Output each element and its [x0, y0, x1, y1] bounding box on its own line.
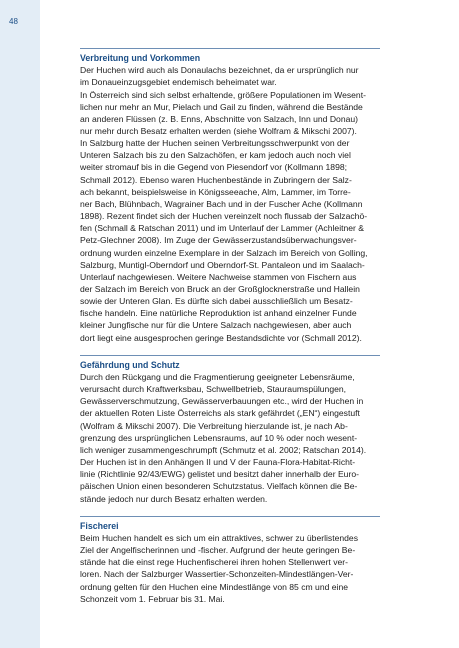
main-content	[80, 48, 380, 616]
section-fischerei	[80, 516, 380, 605]
page-number: 48	[9, 17, 18, 26]
section-gefaehrdung	[80, 355, 380, 505]
section-title: Verbreitung und Vorkommen	[80, 53, 201, 63]
paragraph: Der Huchen wird auch als Donaulachs bezeichnet, da er ursprünglich nur im Donaueinzugsgebiet endemisch beheimatet war.	[80, 65, 359, 88]
paragraph: Durch den Rückgang und die Fragmentierung geeigneter Lebensräume, verursacht durch Kraftwerksbau, Schwellbetrieb, Stauraumspülungen, Gewässerverschmutzung, Gewässerverbauungen etc., wird der Huchen in der aktuellen Roten Liste Österreichs als stark gefährdet („EN“) eingestuft (Wolfram & Mikschi 2007). Die Verbreitung hierzulande ist, je nach Ab- grenzung des ursprünglichen Lebensraums, auf 10 % oder noch wesent- lich weniger zusammengeschrumpft (Schmutz et al. 2002; Ratschan 2014). Der Huchen ist in den Anhängen II und V der Fauna-Flora-Habitat-Richt- linie (Richtlinie 92/43/EWG) gelistet und besitzt daher innerhalb der Euro- päischen Union einen besonderen Schutzstatus. Vielfach können die Be- stände jedoch nur durch Besatz erhalten werden.	[80, 372, 367, 504]
section-verbreitung	[80, 48, 380, 344]
section-title: Gefährdung und Schutz	[80, 359, 180, 370]
side-band	[0, 0, 40, 648]
section-title: Fischerei	[80, 520, 119, 531]
paragraph: In Österreich sind sich selbst erhaltende, größere Populationen im Wesent- lichen nur mehr an Mur, Pielach und Gail zu finden, während die Bestände an anderen Flüssen (z. B. Enns, Abschnitte von Salzach, Inn und Donau) nur mehr durch Besatz erhalten werden (siehe Wolfram & Mikschi 2007). In Salzburg hatte der Huchen seinen Verbreitungsschwerpunkt von der Unteren Salzach bis zu den Salzachöfen, er kam jedoch auch noch viel weiter stromauf bis in die Gegend von Piesendorf vor (Kollmann 1898; Schmall 2012). Ebenso waren Huchenbestände in Zubringern der Salz- ach bekannt, beispielsweise in Königsseeache, Alm, Lammer, im Torre- ner Bach, Blühnbach, Wagrainer Bach und in der Fuscher Ache (Kollmann 1898). Rezent findet sich der Huchen vereinzelt noch flussab der Salzachö- fen (Schmall & Ratschan 2011) und im Unterlauf der Lammer (Achleitner & Petz-Glechner 2008). Im Zuge der Gewässerzustandsüberwachungsver- ordnung wurden einzelne Exemplare in der Salzach im Bereich von Golling, Salzburg, Muntigl-Oberndorf und Oberndorf-St. Pantaleon und im Saalach- Unterlauf nachgewiesen. Weitere Nachweise stammen von Fischern aus der Salzach im Bereich von Bruck an der Großglocknerstraße und Hallein sowie der Unteren Glan. Es dürfte sich dabei ausschließlich um Besatz- fische handeln. Eine natürliche Reproduktion ist anhand einzelner Funde kleiner Jungfische nur für die Untere Salzach nachgewiesen, aber auch dort liegt eine ausgesprochen geringe Bestandsdichte vor (Schmall 2012).	[80, 89, 368, 343]
paragraph: Beim Huchen handelt es sich um ein attraktives, schwer zu überlistendes Ziel der Angelfischerinnen und -fischer. Aufgrund der heute geringen Be- stände hat die einst rege Huchenfischerei ihren hohen Stellenwert ver- loren. Nach der Salzburger Wassertier-Schonzeiten-Mindestlängen-Ver- ordnung gelten für den Huchen eine Mindestlänge von 85 cm und eine Schonzeit vom 1. Februar bis 31. Mai.	[80, 532, 359, 604]
